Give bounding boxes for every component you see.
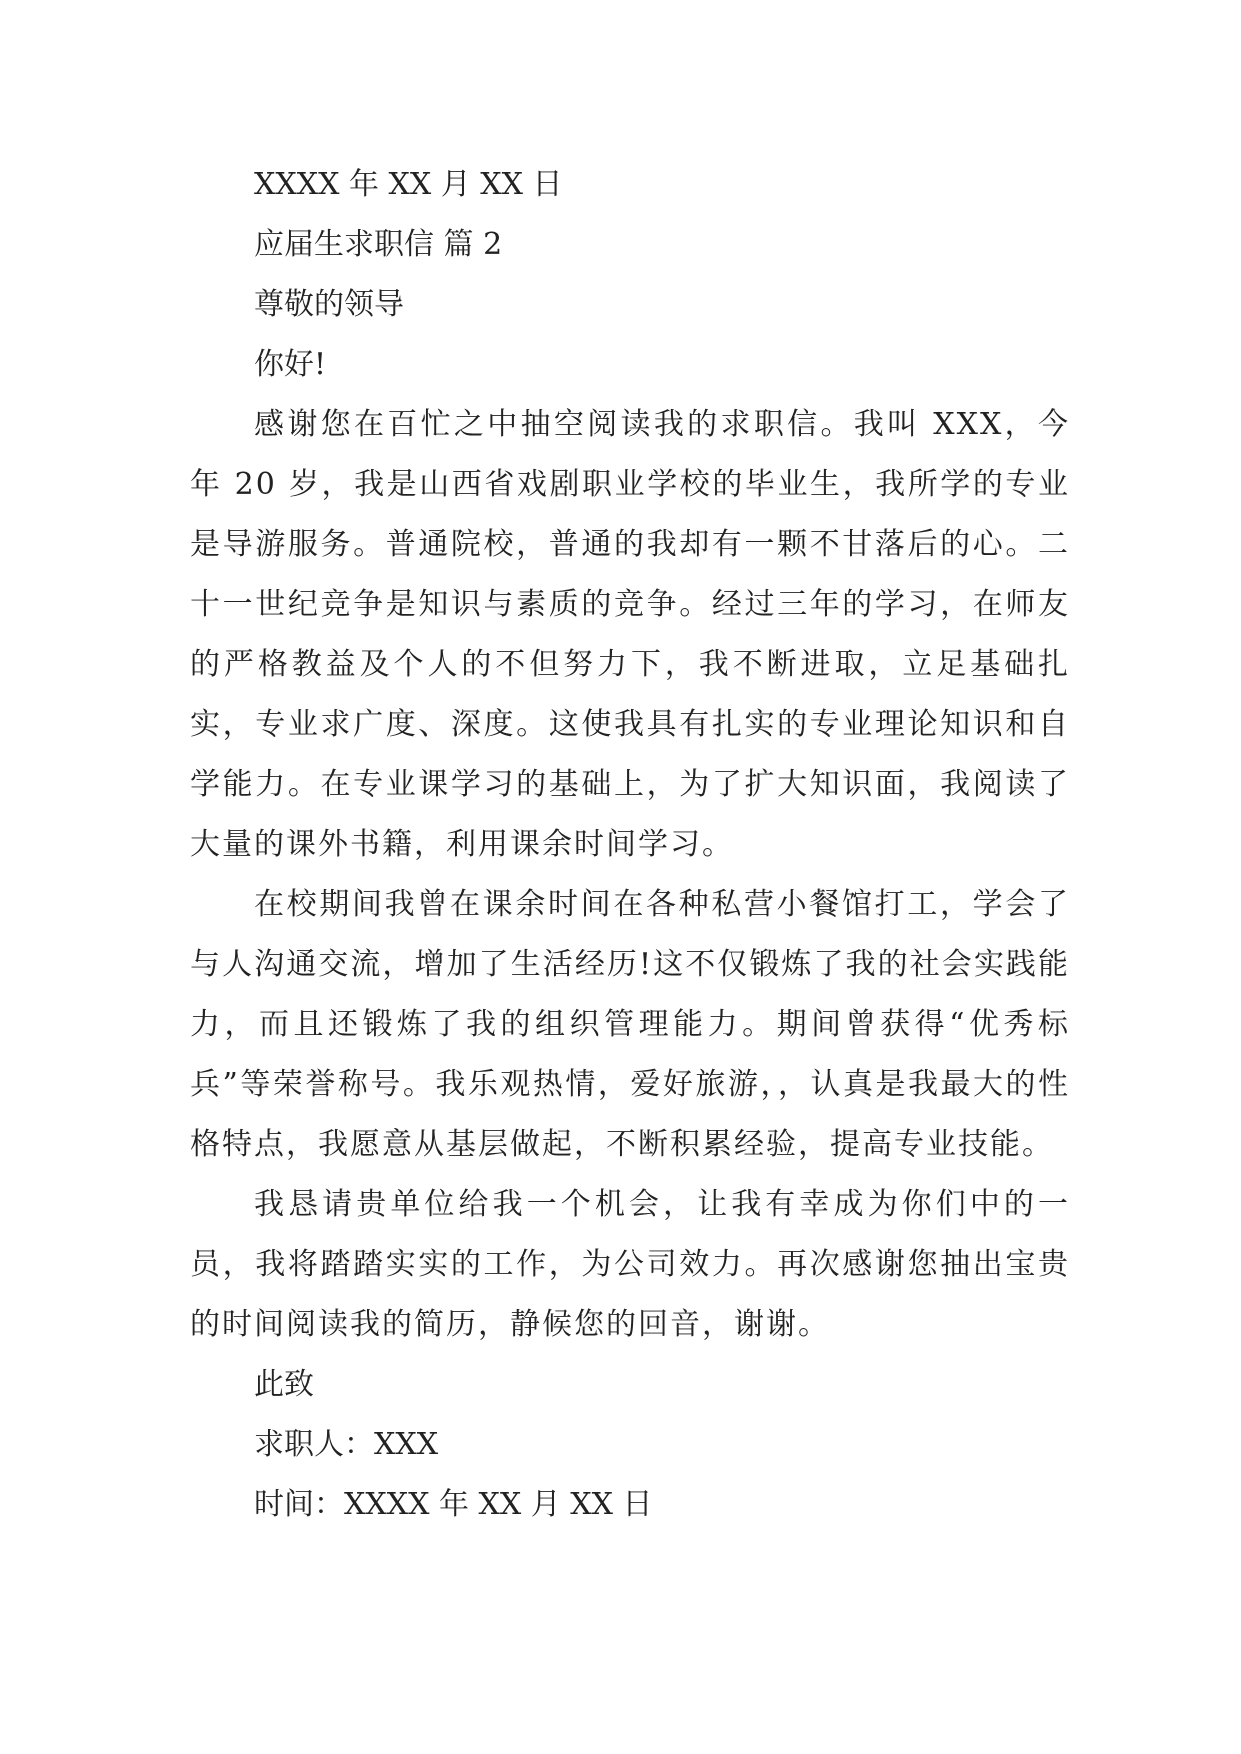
letter-body [190, 155, 1070, 1535]
date-line: XXXX 年 XX 月 XX 日 [254, 167, 563, 202]
greeting: 你好! [254, 347, 327, 382]
paragraph-intro: 感谢您在百忙之中抽空阅读我的求职信。我叫 XXX，今年 20 岁，我是山西省戏剧职业学校的毕业生，我所学的专业是导游服务。普通院校，普通的我却有一颗不甘落后的心。二十一世纪竞争是知识与素质的竞争。经过三年的学习，在师友的严格教益及个人的不但努力下，我不断进取，立足基础扎实，专业求广度、深度。这使我具有扎实的专业理论知识和自学能力。在专业课学习的基础上，为了扩大知识面，我阅读了大量的课外书籍，利用课余时间学习。 [190, 407, 1070, 862]
signer-line: 求职人：XXX [254, 1427, 439, 1462]
paragraph-request: 我恳请贵单位给我一个机会，让我有幸成为你们中的一员，我将踏踏实实的工作，为公司效力。再次感谢您抽出宝贵的时间阅读我的简历，静候您的回音，谢谢。 [190, 1187, 1070, 1342]
paragraph-experience: 在校期间我曾在课余时间在各种私营小餐馆打工，学会了与人沟通交流，增加了生活经历!这不仅锻炼了我的社会实践能力，而且还锻炼了我的组织管理能力。期间曾获得“优秀标兵”等荣誉称号。我乐观热情，爱好旅游，，认真是我最大的性格特点，我愿意从基层做起，不断积累经验，提高专业技能。 [190, 887, 1070, 1162]
section-title: 应届生求职信 篇 2 [254, 227, 503, 262]
salutation: 尊敬的领导 [254, 287, 404, 322]
time-line: 时间：XXXX 年 XX 月 XX 日 [254, 1487, 653, 1522]
closing-line: 此致 [254, 1367, 314, 1402]
